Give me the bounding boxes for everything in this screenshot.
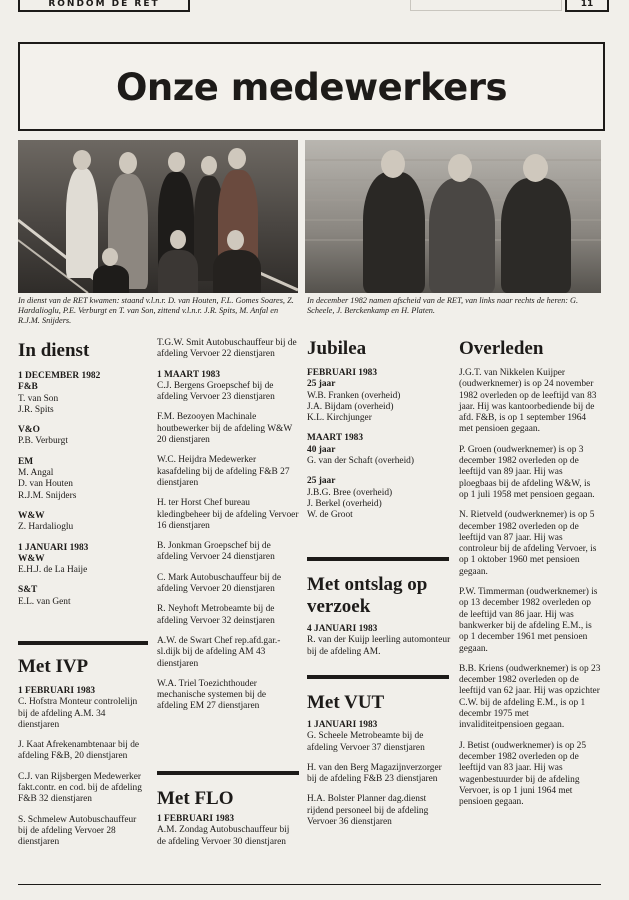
entry: P.W. Timmerman (oudwerknemer) is op 13 december 1982 overleden op de leeftijd van 86 jaar. Hij was bankwerker bij de afdeling E.M., is op 1 december 1961 met pensioen gegaan. (459, 587, 598, 654)
section-rule (307, 557, 449, 561)
entry: F.M. Bezooyen Machinale houtbewerker bij de afdeling W&W 20 dienstjaren (157, 412, 293, 446)
dept-ww-2: W&W (18, 553, 45, 564)
section-rule (307, 675, 449, 679)
name-line: J.B.G. Bree (overheid) (307, 487, 393, 498)
masthead-label: RONDOM DE RET (18, 0, 190, 12)
date-jan-1983: 1 JANUARI 1983 (18, 542, 89, 553)
name-line: J. Berkel (overheid) (307, 498, 382, 509)
date-mar-1983-jub: MAART 1983 (307, 433, 364, 444)
photo-new-employees (18, 140, 298, 293)
page-number: 11 (565, 0, 609, 12)
entry: R. van der Kuijp leerling automonteur bij de afdeling AM. (307, 635, 451, 657)
name-line: W.B. Franken (overheid) (307, 390, 401, 401)
entry: C.J. van Rijsbergen Medewerker fakt.contr. en cod. bij de afdeling F&B 32 dienstjaren (18, 771, 142, 805)
entry: C. Hofstra Monteur controlelijn bij de afdeling A.M. 34 dienstjaren (18, 697, 138, 730)
heading-met-flo: Met FLO (157, 788, 234, 809)
date-jan-1983-ontslag: 4 JANUARI 1983 (307, 624, 378, 634)
entry: B.B. Kriens (oudwerknemer) is op 23 december 1982 overleden op de leeftijd van 62 jaar. Hij was opzichter C.W. bij de afdeling E.M., is op 1 decembr 1975 met invaliditeitpensioen gegaan. (459, 663, 601, 731)
column-2-flo (157, 788, 299, 857)
column-3-vut (307, 692, 449, 837)
name-line: J.A. Bijdam (overheid) (307, 401, 394, 412)
date-feb-1983-jub: FEBRUARI 1983 (307, 368, 378, 378)
name-line: R.J.M. Snijders (18, 490, 77, 501)
name-line: Z. Hardalioglu (18, 522, 74, 533)
name-line: K.L. Kirchjunger (307, 413, 372, 424)
column-1 (18, 340, 146, 608)
column-2 (157, 338, 299, 722)
entry: P. Groen (oudwerknemer) is op 3 december 1982 overleden op de leeftijd van 89 jaar. Hij was ploegbaas bij de afdeling W&W, is op 1 juli 1958 met pensioen gegaan. (459, 444, 595, 500)
name-line: E.L. van Gent (18, 596, 71, 607)
date-feb-1983: 1 FEBRUARI 1983 (18, 686, 96, 696)
section-rule (157, 771, 299, 775)
entry: S. Schmelew Autobuschauffeur bij de afdeling Vervoer 28 dienstjaren (18, 814, 137, 848)
title-box (18, 42, 605, 131)
column-3 (307, 338, 449, 522)
entry: R. Neyhoft Metrobeamte bij de afdeling Vervoer 32 deinstjaren (157, 604, 275, 626)
name-line: M. Angal (18, 468, 54, 479)
years-25-b: 25 jaar (307, 476, 336, 487)
date-feb-1983-flo: 1 FEBRUARI 1983 (157, 814, 235, 824)
date-dec-1982: 1 DECEMBER 1982 (18, 371, 101, 381)
entry: T.G.W. Smit Autobuschauffeur bij de afdeling Vervoer 22 dienstjaren (157, 338, 297, 360)
entry: W.A. Triel Toezichthouder mechanische systemen bij de afdeling EM 27 dienstjaren (157, 678, 267, 712)
entry: A.M. Zondag Autobuschauffeur bij de afdeling Vervoer 30 dienstjaren (157, 825, 290, 847)
name-line: D. van Houten (18, 479, 73, 490)
section-rule (18, 641, 148, 645)
column-4 (459, 338, 601, 817)
heading-ontslag: Met ontslag op verzoek (307, 574, 428, 617)
photo-retirees (305, 140, 601, 293)
entry: B. Jonkman Groepschef bij de afdeling Vervoer 24 dienstjaren (157, 541, 275, 563)
entry: J. Betist (oudwerknemer) is op 25 december 1982 overleden op de leeftijd van 83 jaar. Hij was wagenbestuurder bij de afdeling Vervoer, is op 1 juni 1964 met pensioen gegaan. (459, 740, 587, 808)
entry: H. van den Berg Magazijnverzorger bij de afdeling F&B 23 dienstjaren (307, 762, 442, 785)
date-jan-1983-vut: 1 JANUARI 1983 (307, 720, 378, 730)
page-title: Onze medewerkers (115, 66, 508, 109)
name-line: W. de Groot (307, 510, 353, 521)
dept-em: EM (18, 456, 34, 467)
heading-met-vut: Met VUT (307, 692, 385, 713)
entry: N. Rietveld (oudwerknemer) is op 5 december 1982 overleden op de leeftijd van 87 jaar. Hij was controleur bij de afdeling Vervoer, is op 1 oktober 1960 met pensioen gegaan. (459, 510, 597, 577)
dept-st: S&T (18, 585, 38, 596)
entry: H. ter Horst Chef bureau kledingbeheer bij de afdeling Vervoer 16 dienstjaren (157, 498, 299, 531)
name-line: E.H.J. de La Haije (18, 565, 88, 576)
years-40: 40 jaar (307, 444, 336, 455)
bottom-rule (18, 884, 601, 885)
entry: C. Mark Autobuschauffeur bij de afdeling Vervoer 20 dienstjaren (157, 572, 282, 595)
name-line: T. van Son (18, 393, 59, 404)
entry: W.C. Heijdra Medewerker kasafdeling bij de afdeling F&B 27 dienstjaren (157, 455, 290, 488)
heading-met-ivp: Met IVP (18, 656, 89, 677)
column-1-ivp (18, 656, 148, 858)
caption-right: In december 1982 namen afscheid van de RET, van links naar rechts de heren: G. Scheele, J. Berckenkamp en H. Platen. (307, 296, 579, 315)
entry: J. Kaat Afrekenambtenaar bij de afdeling F&B, 20 dienstjaren (18, 740, 140, 762)
entry: C.J. Bergens Groepschef bij de afdeling Vervoer 23 dienstjaren (157, 380, 275, 403)
dept-fb: F&B (18, 382, 38, 393)
entry: G. Scheele Metrobeamte bij de afdeling Vervoer 37 dienstjaren (307, 731, 425, 753)
entry: H.A. Bolster Planner dag.dienst rijdend personeel bij de afdeling Vervoer 36 dienstjaren (307, 794, 429, 828)
column-3-ontslag (307, 574, 455, 667)
dept-ww: W&W (18, 510, 45, 521)
caption-left: In dienst van de RET kwamen: staand v.l.n.r. D. van Houten, F.L. Gomes Soares, Z. Hardalioglu, P.E. Verburgt en T. van Son, zittend v.l.n.r. J.R. Spits, M. Anfal en R.J.M. Snijders. (18, 296, 294, 325)
date-mar-1983: 1 MAART 1983 (157, 369, 221, 380)
name-line: P.B. Verburgt (18, 436, 68, 447)
heading-overleden: Overleden (459, 338, 544, 359)
dept-vo: V&O (18, 425, 40, 436)
bleed-through-box (410, 0, 562, 11)
entry: J.G.T. van Nikkelen Kuijper (oudwerknemer) is op 24 november 1982 overleden op de leeftijd van 83 jaar. Hij was kantoorbediende bij de afd. F&B, is op 1 september 1964 met pensioen gegaan. (459, 368, 597, 435)
years-25: 25 jaar (307, 379, 336, 390)
entry: A.W. de Swart Chef rep.afd.gar.-sl.dijk bij de afdeling AM 43 dienstjaren (157, 635, 281, 669)
name-line: J.R. Spits (18, 404, 54, 415)
heading-in-dienst: In dienst (18, 340, 90, 361)
heading-jubilea: Jubilea (307, 338, 367, 359)
name-line: G. van der Schaft (overheid) (307, 456, 414, 467)
